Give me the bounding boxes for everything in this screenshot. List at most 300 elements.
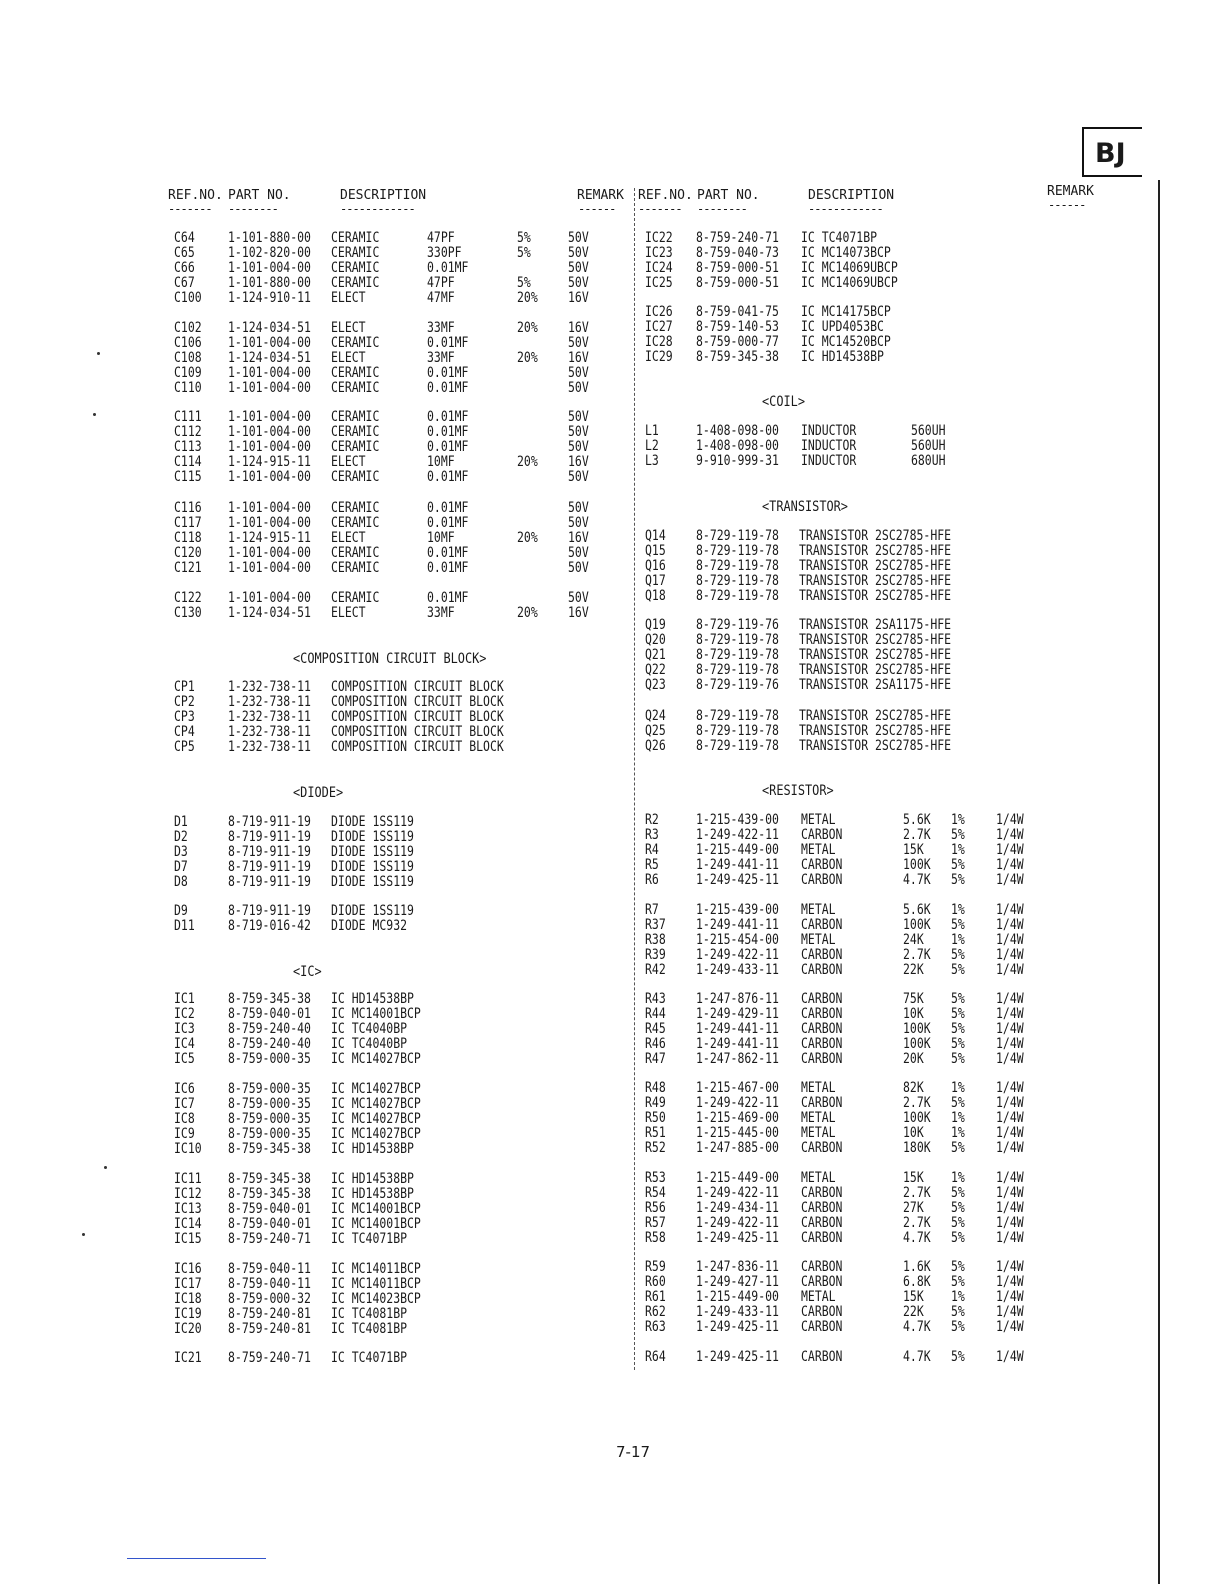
cell-part: 1-232-738-11: [227, 693, 311, 710]
ic-row: [645, 276, 1137, 291]
cell-type: ELECT: [330, 453, 366, 470]
cell-ref: CP5: [174, 738, 195, 755]
cell-desc: IC TC4071BP: [330, 1230, 408, 1247]
capacitor-row: [174, 501, 666, 516]
cell-ref: C116: [174, 500, 202, 516]
cell-desc: IC MC14011BCP: [330, 1275, 421, 1292]
coil-row: [645, 454, 1137, 469]
cell-tol: 1%: [950, 1288, 965, 1305]
cell-part: 1-124-034-51: [227, 604, 311, 621]
cell-part: 1-215-469-00: [695, 1109, 779, 1126]
cell-tol: 5%: [950, 1020, 965, 1037]
ic-row: [174, 992, 666, 1007]
cell-type: ELECT: [330, 289, 366, 306]
cell-part: 1-101-004-00: [227, 438, 311, 455]
cell-part: 1-124-034-51: [227, 320, 311, 336]
cell-ref: R4: [645, 841, 659, 858]
cell-watt: 1/4W: [995, 1035, 1024, 1052]
cell-watt: 1/4W: [995, 946, 1024, 963]
cell-type: ELECT: [330, 349, 366, 366]
cell-part: 1-249-425-11: [695, 1349, 779, 1365]
cell-type: CERAMIC: [330, 559, 380, 576]
capacitor-row: [174, 437, 666, 455]
cell-tol: 5%: [950, 1259, 965, 1275]
section-title-ic: <IC>: [293, 964, 322, 980]
ic-row: [174, 1022, 666, 1037]
cell-volt: 50V: [567, 500, 589, 516]
cell-ref: R63: [645, 1318, 666, 1335]
diode-row: [174, 916, 666, 934]
cell-part: 1-232-738-11: [227, 679, 311, 695]
cell-ref: C120: [174, 544, 202, 561]
header-ref-no: REF.NO.: [638, 188, 693, 203]
cell-part: 1-249-441-11: [695, 1020, 779, 1037]
cell-type: CARBON: [800, 871, 843, 888]
header-rule: ------------: [808, 202, 883, 216]
cell-value: 24K: [902, 931, 924, 948]
resistor-row: [645, 1007, 1137, 1022]
cell-part: 1-101-004-00: [227, 590, 311, 606]
cell-ref: Q26: [645, 737, 666, 754]
cell-tol: 5%: [950, 1005, 965, 1022]
cell-part: 1-249-441-11: [695, 1035, 779, 1052]
cell-ref: IC23: [645, 244, 673, 261]
cell-ref: C110: [174, 379, 202, 396]
cell-tol: 1%: [950, 1170, 965, 1186]
cell-part: 8-729-119-78: [695, 646, 779, 663]
cell-ref: Q17: [645, 572, 666, 589]
cell-type: CARBON: [800, 1094, 843, 1111]
resistor-row: [645, 1350, 1137, 1365]
coil-row: [645, 424, 1137, 439]
cell-value: 100K: [902, 1020, 931, 1037]
cell-value: 0.01MF: [426, 438, 469, 455]
cell-ref: R44: [645, 1005, 666, 1022]
cell-part: 1-249-425-11: [695, 871, 779, 888]
cell-ref: IC19: [174, 1305, 202, 1322]
cell-ref: C130: [174, 604, 202, 621]
cell-value: 4.7K: [902, 1229, 931, 1246]
cell-desc: COMPOSITION CIRCUIT BLOCK: [330, 738, 504, 755]
cell-volt: 50V: [567, 230, 589, 246]
cell-part: 8-729-119-78: [695, 542, 779, 559]
cell-desc: IC TC4081BP: [330, 1320, 408, 1337]
cell-value: 0.01MF: [426, 559, 469, 576]
cell-ref: R43: [645, 991, 666, 1007]
cell-type: CERAMIC: [330, 438, 380, 455]
cell-type: METAL: [800, 812, 836, 828]
transistor-row: [645, 724, 1137, 739]
cell-ref: R7: [645, 902, 659, 918]
cell-watt: 1/4W: [995, 1303, 1024, 1320]
cell-type: CARBON: [800, 1020, 843, 1037]
cell-part: 8-759-240-81: [227, 1305, 311, 1322]
cell-ref: CP1: [174, 679, 195, 695]
cell-part: 8-759-000-35: [227, 1050, 311, 1067]
cell-watt: 1/4W: [995, 1170, 1024, 1186]
resistor-row: [645, 1275, 1137, 1290]
cell-ref: D3: [174, 843, 188, 860]
ic-row: [645, 350, 1137, 365]
cell-type: CARBON: [800, 1273, 843, 1290]
cell-part: 1-215-454-00: [695, 931, 779, 948]
cell-tol: 5%: [950, 1050, 965, 1067]
cell-ref: IC17: [174, 1275, 202, 1292]
cell-part: 8-719-911-19: [227, 828, 311, 845]
cell-desc: IC UPD4053BC: [800, 318, 884, 335]
cell-value: 560UH: [910, 437, 946, 454]
cell-tol: 5%: [950, 1035, 965, 1052]
cell-type: CERAMIC: [330, 230, 380, 246]
ic-row: [174, 1037, 666, 1052]
cell-tol: 5%: [950, 856, 965, 873]
cell-tol: 5%: [950, 1184, 965, 1201]
cell-watt: 1/4W: [995, 1199, 1024, 1216]
cell-type: METAL: [800, 1080, 836, 1096]
resistor-row: [645, 1201, 1137, 1216]
cell-ref: R51: [645, 1124, 666, 1141]
cell-desc: DIODE 1SS119: [330, 858, 414, 875]
resistor-row: [645, 963, 1137, 978]
cell-ref: R38: [645, 931, 666, 948]
header-rule: -------: [168, 202, 212, 216]
header-rule: ------: [578, 202, 616, 216]
resistor-row: [645, 948, 1137, 963]
capacitor-row: [174, 516, 666, 531]
cell-part: 1-249-441-11: [695, 916, 779, 933]
cell-type: CARBON: [800, 826, 843, 843]
composition-row: [174, 676, 666, 695]
cell-tol: 20%: [516, 453, 538, 470]
cell-part: 8-759-240-71: [695, 230, 779, 246]
cell-value: 0.01MF: [426, 259, 469, 276]
cell-ref: C112: [174, 423, 202, 440]
cell-part: 8-759-000-35: [227, 1125, 311, 1142]
cell-desc: TRANSISTOR 2SC2785-HFE: [798, 661, 952, 678]
cell-volt: 16V: [567, 453, 589, 470]
cell-part: 1-249-433-11: [695, 961, 779, 978]
cell-ref: Q18: [645, 587, 666, 604]
cell-ref: Q23: [645, 676, 666, 693]
resistor-row: [645, 1216, 1137, 1231]
cell-part: 1-215-439-00: [695, 902, 779, 918]
cell-type: ELECT: [330, 529, 366, 546]
cell-desc: IC TC4081BP: [330, 1305, 408, 1322]
cell-part: 8-729-119-78: [695, 528, 779, 544]
cell-watt: 1/4W: [995, 1020, 1024, 1037]
cell-volt: 50V: [567, 559, 589, 576]
cell-part: 8-759-000-77: [695, 333, 779, 350]
cell-ref: C65: [174, 244, 195, 261]
cell-ref: Q25: [645, 722, 666, 739]
resistor-row: [645, 1171, 1137, 1186]
cell-part: 8-759-240-71: [227, 1230, 311, 1247]
cell-ref: L2: [645, 437, 659, 454]
cell-part: 1-408-098-00: [695, 423, 779, 439]
cell-part: 1-249-422-11: [695, 1184, 779, 1201]
cell-ref: D2: [174, 828, 188, 845]
capacitor-row: [174, 557, 666, 576]
cell-part: 1-124-915-11: [227, 529, 311, 546]
cell-ref: R53: [645, 1170, 666, 1186]
cell-volt: 50V: [567, 364, 589, 381]
cell-type: CERAMIC: [330, 244, 380, 261]
cell-value: 10MF: [426, 453, 455, 470]
cell-ref: R45: [645, 1020, 666, 1037]
cell-ref: CP3: [174, 708, 195, 725]
cell-tol: 5%: [950, 1349, 965, 1365]
cell-value: 75K: [902, 991, 924, 1007]
cell-part: 8-759-040-11: [227, 1275, 311, 1292]
cell-tol: 5%: [950, 961, 965, 978]
cell-tol: 5%: [950, 946, 965, 963]
cell-desc: COMPOSITION CIRCUIT BLOCK: [330, 723, 504, 740]
page-number: 7-17: [616, 1443, 651, 1461]
header-rule: --------: [697, 202, 747, 216]
cell-part: 1-215-449-00: [695, 1288, 779, 1305]
cell-watt: 1/4W: [995, 1124, 1024, 1141]
cell-volt: 50V: [567, 423, 589, 440]
cell-tol: 5%: [950, 991, 965, 1007]
cell-volt: 50V: [567, 468, 589, 485]
ic-row: [645, 335, 1137, 350]
ic-row: [174, 1052, 666, 1067]
resistor-row: [645, 1096, 1137, 1111]
cell-tol: 5%: [950, 871, 965, 888]
cell-part: 1-101-004-00: [227, 379, 311, 396]
cell-part: 1-102-820-00: [227, 244, 311, 261]
cell-desc: TRANSISTOR 2SC2785-HFE: [798, 631, 952, 648]
cell-tol: 20%: [516, 289, 538, 306]
cell-value: 22K: [902, 1303, 924, 1320]
cell-ref: IC21: [174, 1350, 202, 1366]
cell-watt: 1/4W: [995, 1080, 1024, 1096]
section-title-transistor: <TRANSISTOR>: [762, 499, 848, 515]
diode-row: [174, 904, 666, 919]
cell-part: 8-759-040-01: [227, 1005, 311, 1022]
transistor-row: [645, 574, 1137, 589]
cell-part: 1-101-880-00: [227, 274, 311, 291]
diode-row: [174, 826, 666, 845]
cell-type: CARBON: [800, 1139, 843, 1156]
cell-desc: DIODE MC932: [330, 917, 408, 934]
cell-desc: TRANSISTOR 2SC2785-HFE: [798, 572, 952, 589]
cell-part: 8-729-119-78: [695, 737, 779, 754]
cell-value: 100K: [902, 856, 931, 873]
cell-ref: IC3: [174, 1020, 195, 1037]
cell-part: 8-759-345-38: [227, 1185, 311, 1202]
cell-part: 8-759-240-40: [227, 1020, 311, 1037]
cell-value: 0.01MF: [426, 364, 469, 381]
cell-ref: R37: [645, 916, 666, 933]
transistor-row: [645, 589, 1137, 604]
cell-tol: 20%: [516, 320, 538, 336]
cell-part: 8-759-000-51: [695, 259, 779, 276]
cell-value: 2.7K: [902, 946, 931, 963]
cell-watt: 1/4W: [995, 1318, 1024, 1335]
cell-value: 4.7K: [902, 871, 931, 888]
cell-volt: 50V: [567, 244, 589, 261]
cell-watt: 1/4W: [995, 1139, 1024, 1156]
cell-value: 20K: [902, 1050, 924, 1067]
cell-part: 1-247-836-11: [695, 1259, 779, 1275]
cell-ref: IC28: [645, 333, 673, 350]
section-title-diode: <DIODE>: [293, 785, 344, 801]
cell-type: METAL: [800, 1288, 836, 1305]
cell-type: CERAMIC: [330, 468, 380, 485]
cell-part: 8-759-240-71: [227, 1350, 311, 1366]
cell-desc: TRANSISTOR 2SC2785-HFE: [798, 542, 952, 559]
header-ref-no: REF.NO.: [168, 188, 223, 203]
capacitor-row: [174, 542, 666, 561]
scan-speck: [82, 1233, 85, 1236]
cell-type: CERAMIC: [330, 590, 380, 606]
cell-ref: IC4: [174, 1035, 195, 1052]
cell-part: 1-249-427-11: [695, 1273, 779, 1290]
cell-tol: 5%: [950, 1199, 965, 1216]
capacitor-row: [174, 528, 666, 546]
cell-part: 1-249-425-11: [695, 1229, 779, 1246]
cell-tol: 5%: [516, 230, 531, 246]
cell-value: 4.7K: [902, 1318, 931, 1335]
transistor-row: [645, 663, 1137, 678]
cell-type: CARBON: [800, 991, 843, 1007]
cell-type: CARBON: [800, 1035, 843, 1052]
cell-desc: IC MC14001BCP: [330, 1215, 421, 1232]
cell-desc: IC MC14027BCP: [330, 1081, 421, 1097]
cell-watt: 1/4W: [995, 1094, 1024, 1111]
cell-part: 8-759-040-01: [227, 1200, 311, 1217]
cell-volt: 50V: [567, 514, 589, 531]
cell-type: CARBON: [800, 916, 843, 933]
cell-ref: Q14: [645, 528, 666, 544]
cell-ref: R62: [645, 1303, 666, 1320]
capacitor-row: [174, 410, 666, 425]
cell-desc: DIODE 1SS119: [330, 903, 414, 919]
cell-desc: TRANSISTOR 2SC2785-HFE: [798, 587, 952, 604]
resistor-row: [645, 918, 1137, 933]
cell-type: METAL: [800, 841, 836, 858]
transistor-row: [645, 709, 1137, 724]
cell-part: 1-249-433-11: [695, 1303, 779, 1320]
cell-ref: Q16: [645, 557, 666, 574]
cell-part: 1-101-004-00: [227, 334, 311, 351]
cell-ref: C67: [174, 274, 195, 291]
cell-ref: IC11: [174, 1171, 202, 1187]
cell-tol: 5%: [950, 1139, 965, 1156]
capacitor-row: [174, 381, 666, 396]
cell-desc: COMPOSITION CIRCUIT BLOCK: [330, 679, 504, 695]
cell-value: 100K: [902, 1109, 931, 1126]
cell-part: 8-729-119-78: [695, 661, 779, 678]
cell-ref: CP4: [174, 723, 195, 740]
cell-part: 8-759-345-38: [227, 991, 311, 1007]
cell-part: 1-249-422-11: [695, 826, 779, 843]
cell-ref: R54: [645, 1184, 666, 1201]
cell-ref: Q24: [645, 708, 666, 724]
resistor-row: [645, 813, 1137, 828]
resistor-row: [645, 858, 1137, 873]
cell-ref: R46: [645, 1035, 666, 1052]
cell-ref: R3: [645, 826, 659, 843]
capacitor-row: [174, 425, 666, 440]
cell-ref: C109: [174, 364, 202, 381]
ic-row: [174, 1082, 666, 1097]
cell-part: 8-719-911-19: [227, 843, 311, 860]
cell-watt: 1/4W: [995, 916, 1024, 933]
ic-row: [174, 1124, 666, 1142]
cell-desc: IC MC14069UBCP: [800, 274, 898, 291]
cell-ref: IC9: [174, 1125, 195, 1142]
cell-desc: IC TC4071BP: [800, 230, 878, 246]
cell-type: CARBON: [800, 1318, 843, 1335]
cell-ref: Q22: [645, 661, 666, 678]
cell-part: 8-719-911-19: [227, 858, 311, 875]
cell-type: ELECT: [330, 604, 366, 621]
cell-desc: COMPOSITION CIRCUIT BLOCK: [330, 693, 504, 710]
capacitor-row: [174, 452, 666, 470]
cell-tol: 5%: [950, 1303, 965, 1320]
cell-watt: 1/4W: [995, 841, 1024, 858]
cell-ref: Q21: [645, 646, 666, 663]
capacitor-row: [174, 261, 666, 276]
section-badge: BJ: [1082, 127, 1142, 177]
cell-desc: IC MC14027BCP: [330, 1095, 421, 1112]
cell-part: 8-759-345-38: [227, 1171, 311, 1187]
cell-type: CERAMIC: [330, 259, 380, 276]
cell-value: 47PF: [426, 230, 455, 246]
cell-value: 10K: [902, 1005, 924, 1022]
cell-type: CARBON: [800, 1050, 843, 1067]
ic-row: [174, 1259, 666, 1277]
cell-ref: IC20: [174, 1320, 202, 1337]
cell-watt: 1/4W: [995, 1184, 1024, 1201]
cell-part: 1-249-434-11: [695, 1199, 779, 1216]
cell-type: METAL: [800, 1109, 836, 1126]
cell-part: 8-759-240-81: [227, 1320, 311, 1337]
cell-part: 1-247-876-11: [695, 991, 779, 1007]
capacitor-row: [174, 366, 666, 381]
cell-desc: DIODE 1SS119: [330, 873, 414, 890]
cell-part: 8-729-119-78: [695, 557, 779, 574]
resistor-row: [645, 1037, 1137, 1052]
cell-ref: R2: [645, 812, 659, 828]
resistor-row: [645, 1260, 1137, 1275]
cell-ref: R42: [645, 961, 666, 978]
cell-part: 8-729-119-78: [695, 708, 779, 724]
cell-part: 1-101-880-00: [227, 230, 311, 246]
cell-value: 33MF: [426, 604, 455, 621]
cell-value: 15K: [902, 1288, 924, 1305]
cell-part: 8-719-016-42: [227, 917, 311, 934]
cell-ref: R48: [645, 1080, 666, 1096]
cell-part: 1-101-004-00: [227, 559, 311, 576]
cell-type: CARBON: [800, 946, 843, 963]
cell-part: 8-729-119-78: [695, 587, 779, 604]
cell-ref: C100: [174, 289, 202, 306]
cell-ref: IC7: [174, 1095, 195, 1112]
ic-row: [174, 1214, 666, 1232]
cell-ref: R50: [645, 1109, 666, 1126]
cell-ref: IC18: [174, 1290, 202, 1307]
cell-part: 9-910-999-31: [695, 452, 779, 469]
cell-part: 8-719-911-19: [227, 903, 311, 919]
capacitor-row: [174, 321, 666, 336]
page-edge-rule: [1158, 180, 1160, 1584]
cell-watt: 1/4W: [995, 1273, 1024, 1290]
cell-ref: Q15: [645, 542, 666, 559]
cell-value: 0.01MF: [426, 379, 469, 396]
